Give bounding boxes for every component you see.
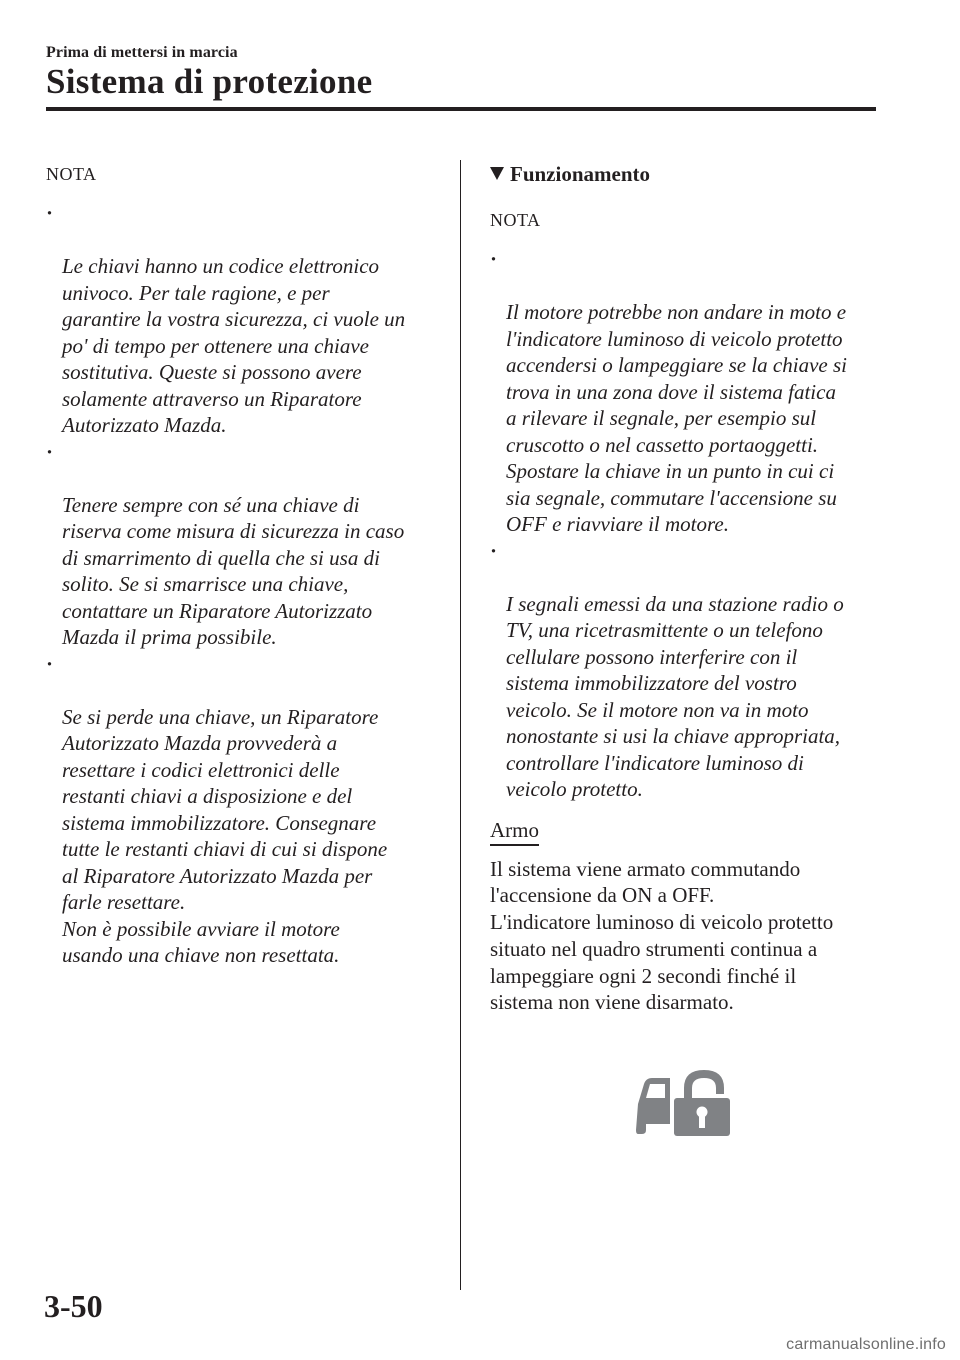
note-text: Le chiavi hanno un codice elettronico univoco. Per tale ragione, e per garantire la vostra sicurezza, ci vuole un po' di tempo per ottenere una chiave sostitutiva. Queste si possono avere solamente attraverso un Riparatore Autorizzato Mazda. [62, 254, 406, 437]
bullet-icon: · [46, 439, 54, 464]
note-text: Il motore potrebbe non andare in moto e l'indicatore luminoso di veicolo protetto accendersi o lampeggiare se la chiave si trova in una zona dove il sistema fatica a rilevare il segnale, per esempio sul cruscotto o nel cassetto portaoggetti. Spostare la chiave in un punto in cui ci sia segnale, commutare l'accensione su OFF e riavviare il motore. [506, 300, 847, 536]
note-extra-text: Non è possibile avviare il motore usando una chiave non resettata. [62, 916, 340, 967]
note-text: Tenere sempre con sé una chiave di riserva come misura di sicurezza in caso di smarrimento di quella che si usa di solito. Se si smarrisce una chiave, contattare un Riparatore Autorizzato Mazda il prima possibile. [62, 492, 405, 649]
right-column [490, 160, 885, 1138]
column-divider [460, 160, 461, 1290]
header-divider [46, 107, 876, 111]
note-item [46, 651, 441, 996]
bullet-icon: · [46, 201, 54, 225]
bullet-icon: · [490, 538, 498, 563]
page-title: Sistema di protezione [46, 62, 373, 101]
security-indicator-car-lock-icon [632, 1066, 732, 1138]
note-item [490, 538, 885, 803]
armo-body-text: Il sistema viene armato commutando l'accensione da ON a OFF. L'indicatore luminoso di veicolo protetto situato nel quadro strumenti continua a lampeggiare ogni 2 secondi finché il sistema non viene disarmato. [490, 856, 834, 1015]
note-item [490, 246, 885, 538]
header-section-label: Prima di mettersi in marcia [46, 44, 238, 61]
watermark: carmanualsonline.info [786, 1336, 946, 1353]
bullet-icon: · [46, 651, 54, 676]
note-list [490, 246, 885, 803]
section-subheading [490, 160, 885, 188]
subheading-text: Funzionamento [510, 162, 651, 186]
triangle-down-icon [490, 167, 504, 180]
armo-heading: Armo [490, 817, 539, 846]
note-text: Se si perde una chiave, un Riparatore Autorizzato Mazda provvederà a resettare i codici elettronici delle restanti chiavi a disposizione e del sistema immobilizzatore. Consegnare tutte le restanti chiavi di cui si dispone al Riparatore Autorizzato Mazda per farle resettare. [62, 704, 388, 914]
note-list [46, 200, 441, 995]
nota-label: NOTA [490, 210, 541, 230]
left-column [46, 160, 441, 995]
note-text: I segnali emessi da una stazione radio o TV, una ricetrasmittente o un telefono cellulare possono interferire con il sistema immobilizzatore del vostro veicolo. Se il motore non va in moto nonostante si usi la chiave appropriata, controllare l'indicatore luminoso di veicolo protetto. [506, 591, 844, 801]
page-number: 3-50 [44, 1288, 103, 1324]
note-item [46, 439, 441, 651]
nota-label: NOTA [46, 164, 97, 184]
note-item [46, 200, 441, 439]
bullet-icon: · [490, 247, 498, 271]
